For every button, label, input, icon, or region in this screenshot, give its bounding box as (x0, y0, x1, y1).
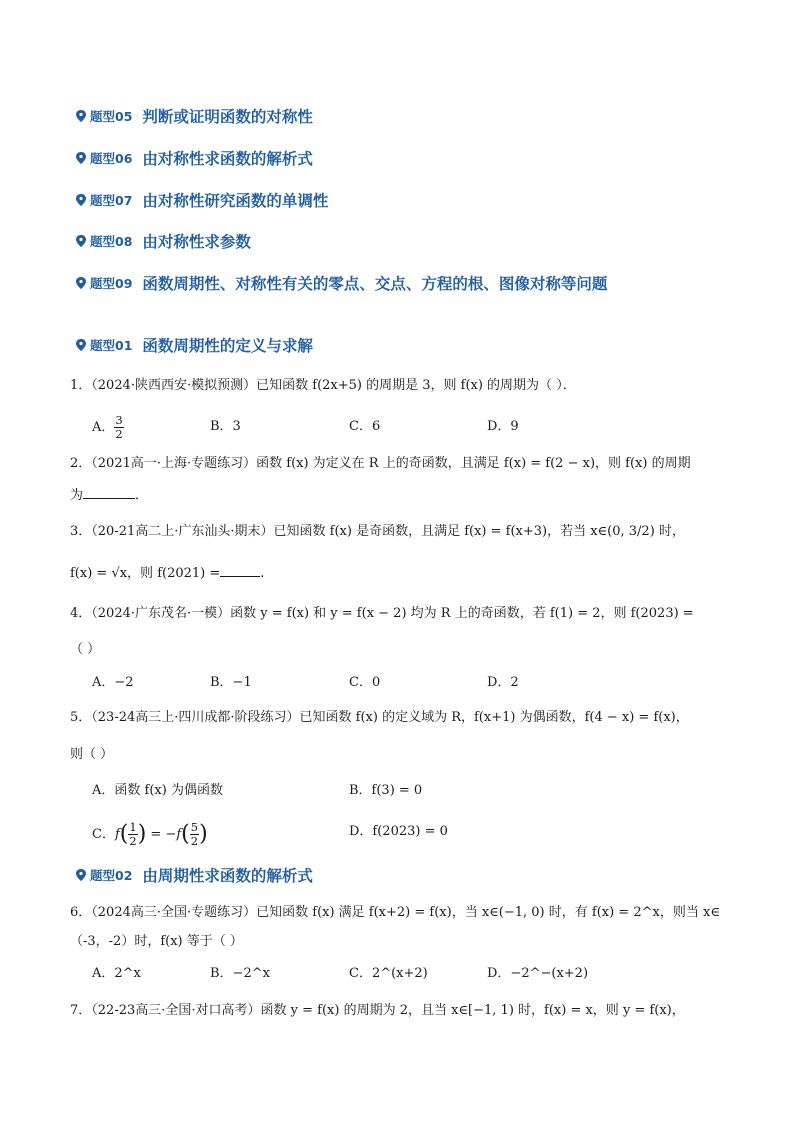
heading-type-08 (74, 230, 251, 252)
heading-title: 函数周期性、对称性有关的零点、交点、方程的根、图像对称等问题 (142, 275, 608, 293)
q1-option-b: B．3 (210, 419, 241, 434)
location-pin-icon (74, 276, 88, 290)
heading-title: 由对称性求函数的解析式 (142, 150, 313, 168)
heading-type-06 (74, 147, 313, 169)
location-pin-icon (74, 151, 88, 165)
location-pin-icon (74, 868, 88, 882)
question-6-line-2: （-3，-2）时，f(x) 等于（ ） (70, 934, 243, 949)
heading-type-09 (74, 272, 607, 294)
question-4-line-2: （ ） (70, 642, 101, 657)
location-pin-icon (74, 234, 88, 248)
fraction: $\frac{1}{2}$ (129, 820, 137, 848)
heading-title: 函数周期性的定义与求解 (142, 337, 313, 355)
q1-option-d: D．9 (487, 419, 519, 434)
heading-tag: 题型01 (90, 338, 133, 353)
heading-tag: 题型06 (90, 151, 133, 166)
heading-tag: 题型08 (90, 234, 133, 249)
answer-blank[interactable] (83, 485, 135, 499)
fraction: $\frac{3}{2}$ (115, 413, 123, 441)
q4-option-d: D．2 (487, 675, 519, 690)
heading-title: 判断或证明函数的对称性 (142, 108, 313, 126)
q1-option-c: C．6 (349, 419, 381, 434)
question-2-line-2-text: 为 (70, 488, 84, 503)
heading-type-02 (74, 864, 313, 886)
q4-option-b: B．−1 (210, 675, 252, 690)
fraction: $\frac{5}{2}$ (190, 820, 199, 848)
q6-option-c: C．2^(x+2) (349, 966, 428, 981)
heading-tag: 题型09 (90, 276, 133, 291)
answer-blank[interactable] (220, 563, 260, 577)
q6-option-a: A．2^x (92, 966, 141, 981)
heading-type-01 (74, 334, 313, 356)
q5-option-c: C．f( $\frac{1}{2}$ ) = −f( $\frac{5}{2}$ ) (92, 820, 208, 848)
question-5-line-1: 5．（23-24高三上·四川成都·阶段练习）已知函数 f(x) 的定义域为 R，f(x+1) 为偶函数，f(4 − x) = f(x)， (70, 710, 689, 725)
q5-option-d: D．f(2023) = 0 (349, 824, 448, 839)
location-pin-icon (74, 109, 88, 123)
question-2-line-1: 2．（2021高一·上海·专题练习）函数 f(x) 为定义在 R 上的奇函数，且满足 f(x) = f(2 − x)，则 f(x) 的周期 (70, 456, 691, 471)
question-2-line-2: 为 ． (70, 485, 148, 506)
question-3-line-1: 3．（20-21高二上·广东汕头·期末）已知函数 f(x) 是奇函数，且满足 f(x) = f(x+3)，若当 x∈(0, 3/2) 时， (70, 524, 685, 539)
q4-option-a: A．−2 (92, 675, 134, 690)
question-7-line-1: 7．（22-23高三·全国·对口高考）函数 y = f(x) 的周期为 2，且当 x∈[−1, 1) 时，f(x) = x，则 y = f(x)， (70, 1003, 685, 1018)
question-3-line-2-text: f(x) = √x，则 f(2021) = (70, 566, 221, 581)
question-5-line-2: 则（ ） (70, 747, 114, 762)
q4-option-c: C．0 (349, 675, 381, 690)
question-4-line-1: 4．（2024·广东茂名·一模）函数 y = f(x) 和 y = f(x − 2) 均为 R 上的奇函数，若 f(1) = 2，则 f(2023) = (70, 606, 694, 621)
heading-type-07 (74, 189, 328, 211)
heading-tag: 题型02 (90, 868, 133, 883)
heading-title: 由对称性研究函数的单调性 (142, 192, 329, 210)
question-1-text: 1．（2024·陕西西安·模拟预测）已知函数 f(2x+5) 的周期是 3，则 f(x) 的周期为（ ）． (70, 378, 576, 393)
heading-type-05 (74, 105, 313, 127)
location-pin-icon (74, 338, 88, 352)
location-pin-icon (74, 193, 88, 207)
q1-option-a: A． $\frac{3}{2}$ (92, 413, 123, 441)
question-6-line-1: 6．（2024高三·全国·专题练习）已知函数 f(x) 满足 f(x+2) = f(x)，当 x∈(−1, 0) 时，有 f(x) = 2^x，则当 x∈ (70, 905, 720, 920)
q6-option-b: B．−2^x (210, 966, 270, 981)
q5-option-a: A．函数 f(x) 为偶函数 (92, 783, 223, 798)
question-3-line-2: f(x) = √x，则 f(2021) = . (70, 563, 264, 584)
heading-tag: 题型07 (90, 193, 133, 208)
heading-title: 由周期性求函数的解析式 (142, 867, 313, 885)
heading-title: 由对称性求参数 (142, 233, 251, 251)
q5-option-b: B．f(3) = 0 (349, 783, 423, 798)
q6-option-d: D．−2^−(x+2) (487, 966, 589, 981)
heading-tag: 题型05 (90, 109, 133, 124)
